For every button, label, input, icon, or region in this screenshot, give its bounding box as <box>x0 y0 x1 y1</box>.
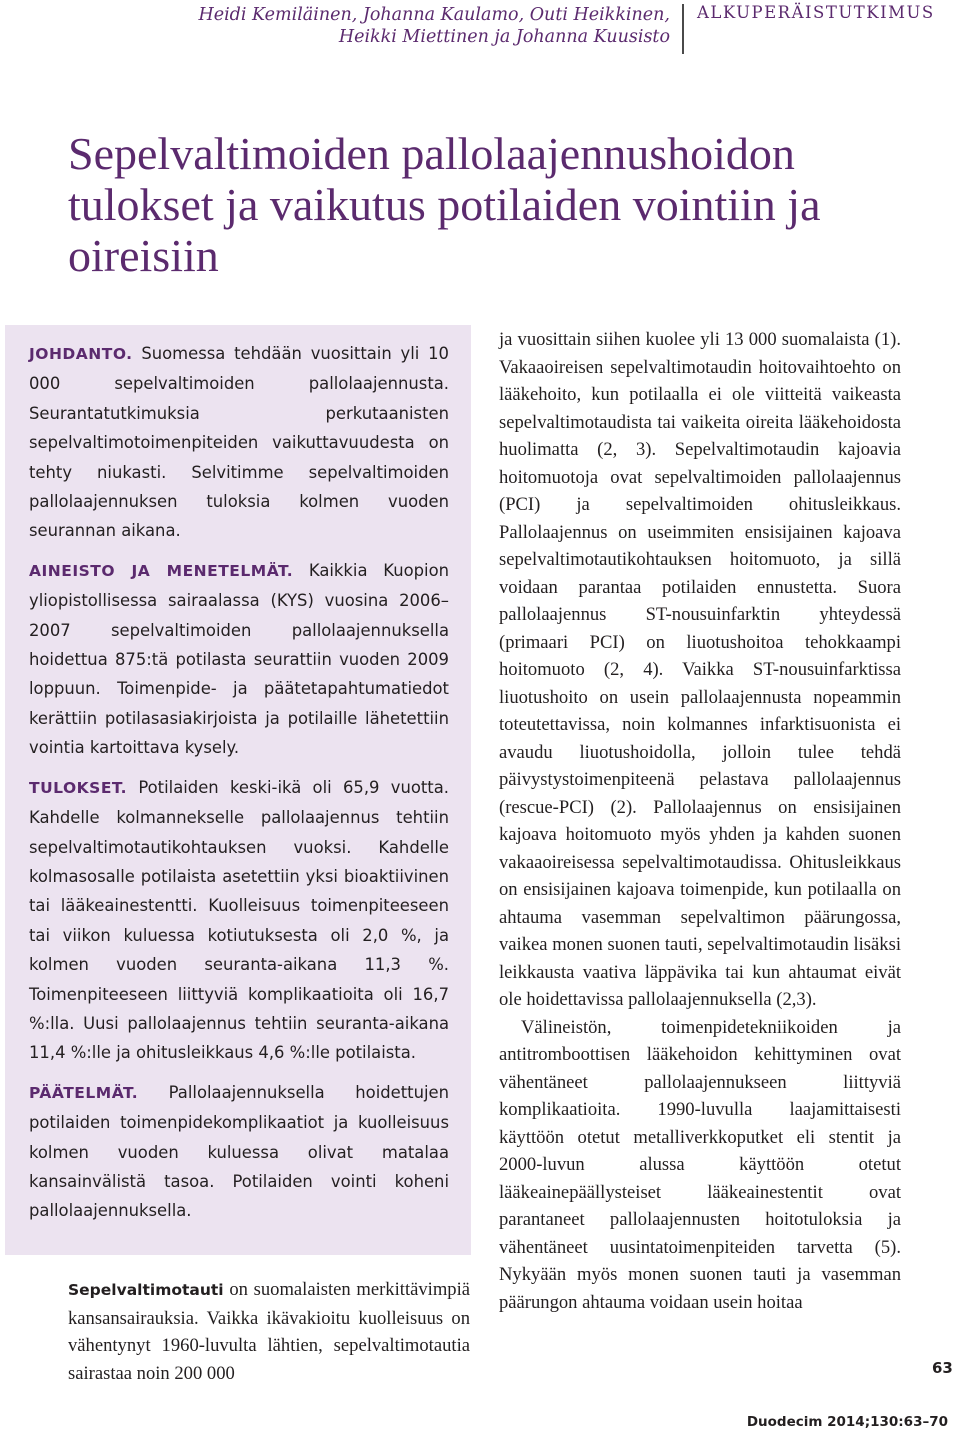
body-paragraph-1: ja vuosittain siihen kuolee yli 13 000 suomalaista (1). Vakaaoireisen sepelvaltimotaudin hoitovaihtoehto on lääkehoito, kun potilaalla ei ole viitteitä vaikeasta sepelvaltimotaudista tai vaikeita oireita lääkehoidosta huolimatta (2, 3). Sepelvaltimotaudin kajoavia hoitomuotoja ovat sepelvaltimoiden pallolaajennus (PCI) ja sepelvaltimoiden ohitusleikkaus. Pallolaajennus on useimmiten ensisijainen kajoava sepelvaltimotautikohtauksen hoitomuoto, ja sillä voidaan parantaa potilaiden ennustetta. Suora pallolaajennus ST-nousuinfarktin yhteydessä (primaari PCI) on liuotushoitoa tehokkaampi hoitomuoto (2, 4). Vaikka ST-nousuinfarktissa liuotushoito on usein pallolaajennusta nopeammin toteutettavissa, noin kolmannes infarktisuonista ei avaudu liuotushoidolla, jolloin tulee tehdä päivystystoimenpiteenä pelastava pallolaajennus (rescue-PCI) (2). Pallolaajennus on ensisijainen kajoava hoitomuoto myös yhden ja kahden suonen vakaaoireisessa sepelvaltimotaudissa. Ohitusleikkaus on ensisijainen kajoava toimenpide, kun potilaalla on ahtauma vasemman sepelvaltimon päärungossa, vaikea monen suonen tauti, sepelvaltimotaudin lisäksi leikkausta vaativa läppävika tai kun ahtaumat eivät ole hoidettavissa pallolaajennuksella (2,3). <box>499 329 901 1010</box>
abstract-results <box>29 773 449 1068</box>
abstract-text-conclusions: Pallolaajennuksella hoidettujen potilaiden toimenpidekomplikaatiot ja kuolleisuus kolmen vuoden kuluessa olivat matalaa kansainvälistä tasoa. Potilaiden vointi koheni pallolaajennuksella. <box>29 1082 449 1221</box>
abstract-box <box>5 325 471 1255</box>
intro-text: on suomalaisten merkittävimpiä kansansairauksia. Vaikka ikävakioitu kuolleisuus on vähentynyt 1960-luvulta lähtien, sepelvaltimotautia sairastaa noin 200 000 <box>68 1279 470 1384</box>
abstract-text-results: Potilaiden keski-ikä oli 65,9 vuotta. Kahdelle kolmannekselle pallolaajennus tehtiin sepelvaltimotautikohtauksen vuoksi. Kahdelle kolmasosalle potilaista asetettiin yksi bioaktiivinen tai lääkeainestentti. Kuolleisuus toimenpiteeseen tai viikon kuluessa kotiutuksesta oli 2,0 %, ja kolmen vuoden seuranta-aikana 11,3 %. Toimenpiteeseen liittyviä komplikaatioita oli 16,7 %:lla. Uusi pallolaajennus tehtiin seuranta-aikana 11,4 %:lle ja ohitusleikkaus 4,6 %:lle potilaista. <box>29 777 449 1063</box>
abstract-conclusions <box>29 1078 449 1226</box>
abstract-heading-methods: AINEISTO JA MENETELMÄT. <box>29 561 294 580</box>
author-line-2: Heikki Miettinen ja Johanna Kuusisto <box>338 27 670 47</box>
intro-lead-term: Sepelvaltimotauti <box>68 1281 224 1299</box>
article-title: Sepelvaltimoiden pallolaajennushoidon tulokset ja vaikutus potilaiden vointiin ja oireisiin <box>68 128 821 281</box>
journal-reference: Duodecim 2014;130:63–70 <box>746 1414 948 1430</box>
abstract-introduction <box>29 339 449 546</box>
body-paragraph-2: Välineistön, toimenpidetekniikoiden ja antitromboottisen lääkehoidon kehittyminen ovat vähentäneet pallolaajennukseen liittyviä komplikaatioita. 1990-luvulla laajamittaisesti käyttöön otetut metalliverkkoputket eli stentit ja 2000-luvun alussa käyttöön otetut lääkeainepäällysteiset lääkeainestentit ovat parantaneet pallolaajennusten hoitotuloksia ja vähentäneet uusintatoimenpiteiden tarvetta (5). Nykyään myös monen suonen tauti ja vasemman päärungon ahtauma voidaan usein hoitaa <box>499 1016 901 1313</box>
body-intro-paragraph <box>68 1276 470 1387</box>
abstract-text-methods: Kaikkia Kuopion yliopistollisessa sairaalassa (KYS) vuosina 2006–2007 sepelvaltimoiden pallolaajennuksella hoidettua 875:tä potilasta seurattiin vuoden 2009 loppuun. Toimenpide- ja päätetapahtumatiedot kerättiin potilasasiakirjoista ja potilaille lähetettiin vointia kartoittava kysely. <box>29 560 449 758</box>
author-list <box>150 4 670 48</box>
abstract-methods <box>29 556 449 763</box>
body-right-column <box>499 326 901 1316</box>
abstract-heading-conclusions: PÄÄTELMÄT. <box>29 1083 139 1102</box>
page-number: 63 <box>932 1359 953 1377</box>
author-line-1: Heidi Kemiläinen, Johanna Kaulamo, Outi Heikkinen, <box>198 5 670 25</box>
header-divider <box>682 4 684 54</box>
section-label: ALKUPERÄISTUTKIMUS <box>697 3 935 22</box>
abstract-text-introduction: Suomessa tehdään vuosittain yli 10 000 sepelvaltimoiden pallolaajennusta. Seurantatutkimuksia perkutaanisten sepelvaltimotoimenpiteiden vaikuttavuudesta on tehty niukasti. Selvitimme sepelvaltimoiden pallolaajennuksen tuloksia kolmen vuoden seurannan aikana. <box>29 344 449 541</box>
abstract-heading-introduction: JOHDANTO. <box>29 345 133 363</box>
abstract-heading-results: TULOKSET. <box>29 778 128 797</box>
